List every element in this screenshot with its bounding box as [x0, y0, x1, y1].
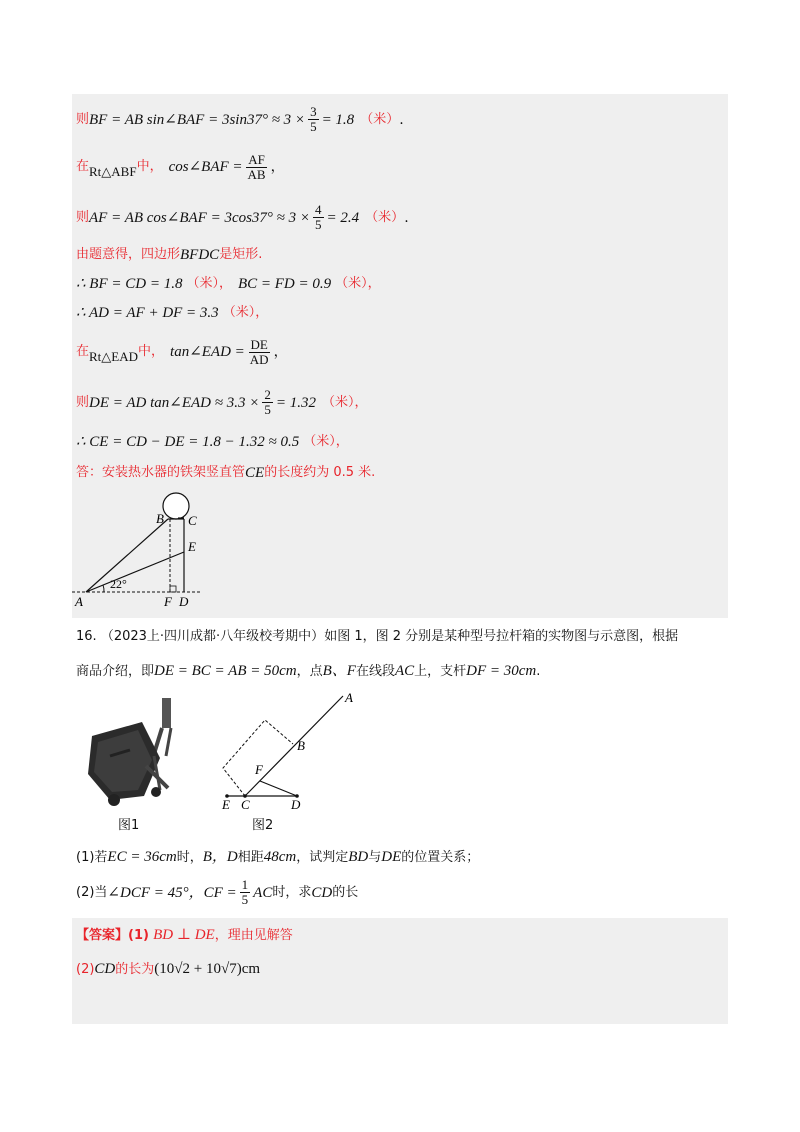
figure-2-diagram [215, 688, 365, 810]
question-part-1: (1)若EC = 36cm时，B，D相距48cm，试判定BD与DE的位置关系； [76, 849, 480, 865]
solution-line-8: 则 DE = AD tan∠EAD ≈ 3.3 × $\frac{2}{5}$ = 1.32 （米）， [76, 387, 368, 417]
answer-line-2: (2)CD的长为(10√2 + 10√7)cm [76, 961, 261, 977]
label-d: D [291, 797, 301, 810]
solution-line-3: 则 AF = AB cos∠BAF = 3cos37° ≈ 3 × $\frac{4}{5}$ = 2.4 （米） . [76, 202, 409, 232]
label-b: B [297, 738, 305, 753]
label-b: B [156, 511, 164, 526]
solution-line-1: 则 BF = AB sin∠BAF = 3sin37° ≈ 3 × $\frac{3}{5}$ = 1.8 （米） . [76, 104, 404, 134]
fraction: $\frac{AF}{AB}$ [247, 151, 266, 182]
answer-line-1: 【答案】(1) BD ⊥ DE，理由见解答 [76, 927, 293, 943]
question-part-2: (2)当 ∠DCF = 45°，CF = $\frac{1}{5}$ AC 时，求 CD 的长 [76, 877, 359, 907]
label-c: C [241, 797, 250, 810]
question-16-line-1: 16. （2023上·四川成都·八年级校考期中）如图 1，图 2 分别是某种型号拉杆箱的实物图与示意图，根据 [76, 629, 679, 644]
line-fd [260, 781, 297, 796]
fraction: $\frac{4}{5}$ [315, 202, 322, 232]
fraction: $\frac{2}{5}$ [264, 387, 271, 417]
label-e: E [188, 539, 196, 554]
water-heater-circle [163, 493, 189, 519]
fraction: $\frac{DE}{AD}$ [249, 336, 269, 367]
label-c: C [188, 513, 197, 528]
solution-line-5: ∴ BF = CD = 1.8 （米）， BC = FD = 0.9 （米）， [76, 276, 381, 292]
answer-label: 【答案】 [76, 928, 129, 943]
solution-line-4: 由题意得，四边形 BFDC 是矩形. [76, 247, 263, 263]
suitcase-photo [84, 696, 194, 808]
handle-icon [162, 698, 171, 728]
solution-line-9: ∴ CE = CD − DE = 1.8 − 1.32 ≈ 0.5 （米）， [76, 434, 349, 450]
label-a: A [345, 690, 353, 705]
question-16-line-2: 商品介绍，即DE = BC = AB = 50cm，点B、F在线段AC上，支杆DF = 30cm. [76, 663, 541, 679]
angle-label: 22° [110, 577, 127, 591]
line-ab [86, 519, 168, 592]
line-ae [86, 552, 184, 592]
caption-figure-1: 图1 [118, 818, 140, 833]
solution-line-7: 在 Rt△EAD 中， tan∠EAD = $\frac{DE}{AD}$ ， [76, 336, 288, 367]
line-ca [245, 696, 343, 796]
fraction: $\frac{3}{5}$ [310, 104, 317, 134]
label-d: D [179, 594, 189, 608]
solution-line-6: ∴ AD = AF + DF = 3.3 （米）， [76, 305, 269, 321]
solution-line-10: 答：安装热水器的铁架竖直管 CE 的长度约为 0.5 米. [76, 465, 376, 481]
solution-line-2: 在 Rt△ABF 中， cos∠BAF = $\frac{AF}{AB}$ ， [76, 151, 285, 182]
label-f: F [255, 762, 263, 777]
label-a: A [75, 594, 83, 608]
fraction: $\frac{1}{5}$ [241, 877, 249, 907]
caption-figure-2: 图2 [252, 818, 274, 833]
figure-1-diagram [70, 490, 205, 608]
label-e: E [222, 797, 230, 810]
label-f: F [164, 594, 172, 608]
